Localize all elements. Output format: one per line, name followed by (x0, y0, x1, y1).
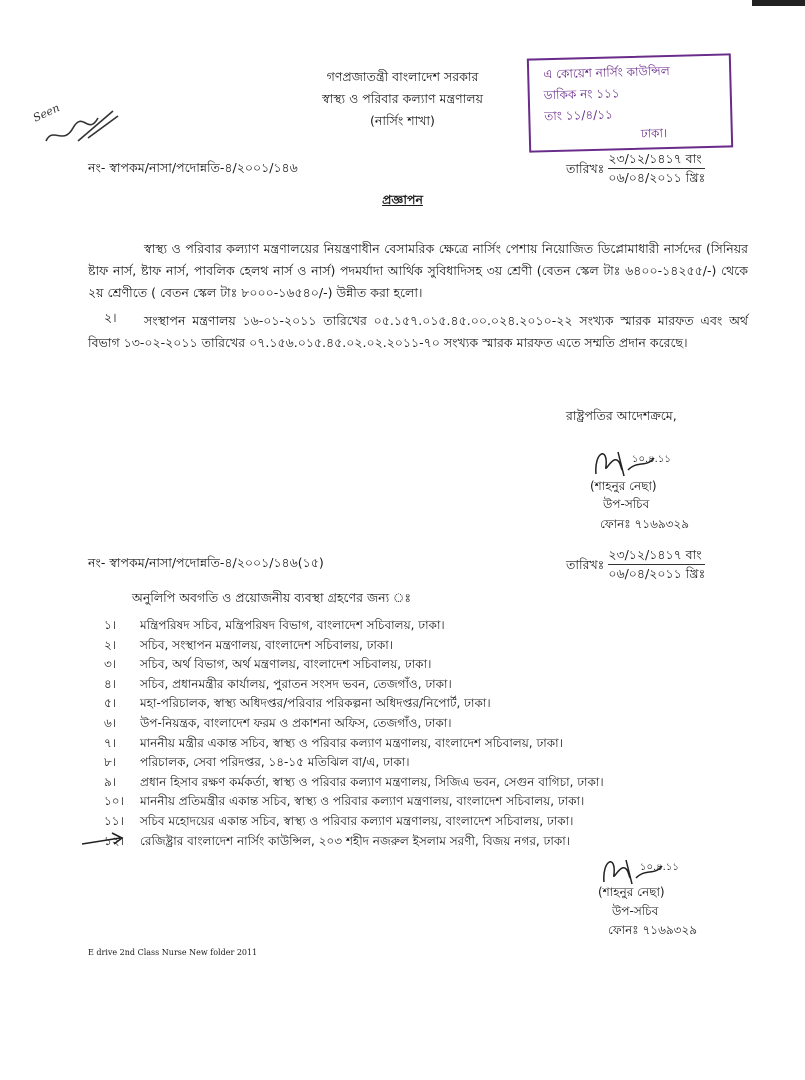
svg-text:১০.৪.১১: ১০.৪.১১ (640, 862, 679, 873)
stamp-diary-no: ডাকিক নং ১১১ (543, 86, 620, 103)
distribution-item-text: উপ-নিয়ন্ত্রক, বাংলাদেশ ফরম ও প্রকাশনা অফিস, তেজগাঁও, ঢাকা। (140, 716, 452, 730)
distribution-item-text: পরিচালক, সেবা পরিদপ্তর, ১৪-১৫ মতিঝিল বা/এ, ঢাকা। (140, 755, 410, 770)
distribution-item-text: প্রধান হিসাব রক্ষণ কর্মকর্তা, স্বাস্থ্য ও পরিবার কল্যাণ মন্ত্রণালয়, সিজিএ ভবন, সেগুন বাগিচা, ঢাকা। (140, 774, 604, 789)
stamp-date: তাং ১১/৪/১১ (544, 107, 613, 124)
body-paragraph-2: সংস্থাপন মন্ত্রণালয় ১৬-০১-২০১১ তারিখের ০৫.১৫৭.০১৫.৪৫.০০.০২৪.২০১০-২২ সংখ্যক স্মারক মারফত এবং অর্থ বিভাগ ১৩-০২-২০১১ তারিখের ০৭.১৫৬.০১৫.৪৫.০২.০২.২০১১-৭০ সংখ্যক স্মারক মারফত এতে সম্মতি প্রদান করেছে। (88, 313, 748, 350)
distribution-item-text: সচিব মহোদয়ের একান্ত সচিব, স্বাস্থ্য ও পরিবার কল্যাণ মন্ত্রণালয়, বাংলাদেশ সচিবালয়, ঢাকা। (140, 814, 574, 828)
stamp-city: ঢাকা। (640, 126, 668, 141)
date-gregorian: ০৬/০৪/২০১১ খ্রিঃ (608, 566, 706, 581)
distribution-item-number: ৭। (104, 735, 117, 750)
distribution-item (104, 774, 604, 794)
memo-ref-number: নং- স্বাপকম/নাসা/পদোন্নতি-৪/২০০১/১৪৬ (88, 160, 298, 175)
signature-icon (588, 440, 688, 482)
distribution-item-text: রেজিষ্ট্রার বাংলাদেশ নার্সিং কাউন্সিল, ২০৩ শহীদ নজরুল ইসলাম সরণী, বিজয় নগর, ঢাকা। (140, 833, 570, 848)
distribution-item (104, 637, 393, 657)
distribution-item (104, 813, 573, 833)
distribution-item (104, 656, 431, 676)
signatory-title: উপ-সচিব (603, 497, 650, 511)
govt-name: গণপ্রজাতন্ত্রী বাংলাদেশ সরকার (326, 69, 479, 84)
distribution-item-text: সচিব, সংস্থাপন মন্ত্রণালয়, বাংলাদেশ সচিবালয়, ঢাকা। (140, 637, 394, 652)
date-bangla: ২৩/১২/১৪১৭ বাং (608, 150, 705, 169)
handwritten-scribble-icon (28, 96, 128, 156)
distribution-item (104, 735, 563, 755)
memo-copy-ref-number: নং- স্বাপকম/নাসা/পদোন্নতি-৪/২০০১/১৪৬(১৫) (88, 555, 324, 570)
copy-intro: অনুলিপি অবগতি ও প্রয়োজনীয় ব্যবস্থা গ্রহণের জন্য ঃ (132, 590, 412, 605)
distribution-item-number: ৬। (104, 716, 117, 730)
ministry-name: স্বাস্থ্য ও পরিবার কল্যাণ মন্ত্রণালয় (322, 91, 483, 106)
distribution-item-number: ৯। (104, 774, 117, 789)
distribution-item-number: ৮। (104, 755, 117, 770)
paragraph-2-number: ২। (104, 310, 117, 325)
distribution-item (104, 833, 570, 853)
distribution-item-text: মন্ত্রিপরিষদ সচিব, মন্ত্রিপরিষদ বিভাগ, বাংলাদেশ সচিবালয়, ঢাকা। (140, 618, 445, 632)
branch-name: (নার্সিং শাখা) (370, 113, 435, 128)
distribution-item-number: ২। (104, 637, 117, 652)
received-stamp (527, 53, 733, 152)
date-label: তারিখঃ (566, 556, 605, 572)
distribution-item-text: মাননীয় মন্ত্রীর একান্ত সচিব, স্বাস্থ্য ও পরিবার কল্যাণ মন্ত্রণালয়, বাংলাদেশ সচিবালয়, ঢাকা। (140, 735, 563, 750)
distribution-item-number: ৪। (104, 676, 117, 691)
distribution-item-text: মাননীয় প্রতিমন্ত্রীর একান্ত সচিব, স্বাস্থ্য ও পরিবার কল্যাণ মন্ত্রণালয়, বাংলাদেশ সচিবালয়, ঢাকা। (140, 794, 585, 809)
body-paragraph-1: স্বাস্থ্য ও পরিবার কল্যাণ মন্ত্রণালয়ের নিয়ন্ত্রণাধীন বেসামরিক ক্ষেত্রে নার্সিং পেশায় নিয়োজিত ডিপ্লোমাধারী নার্সদের (সিনিয়র ষ্টাফ নার্স, ষ্টাফ নার্স, পাবলিক হেলথ নার্স ও নার্স) পদমর্যাদা আর্থিক সুবিধাদিসহ ৩য় শ্রেণী (বেতন স্কেল টাঃ ৬৪০০-১৪২৫৫/-) থেকে ২য় শ্রেণীতে ( বেতন স্কেল টাঃ ৮০০০-১৬৫৪০/-) উন্নীত করা হলো। (88, 241, 748, 300)
svg-text:১০.৪.১১: ১০.৪.১১ (632, 454, 671, 465)
signatory-phone: ফোনঃ ৭১৬৯৩২৯ (600, 517, 690, 531)
distribution-item (104, 754, 410, 774)
distribution-item-number: ১২। (104, 833, 124, 848)
memo-date-block (566, 150, 705, 187)
distribution-item (104, 695, 491, 715)
distribution-item-text: সচিব, প্রধানমন্ত্রীর কার্যালয়, পুরাতন সংসদ ভবন, তেজগাঁও, ঢাকা। (140, 676, 452, 691)
distribution-item (104, 715, 452, 735)
stamp-org: এ কোয়েশ নার্সিং কাউন্সিল (543, 63, 670, 82)
signatory-phone: ফোনঃ ৭১৬৯৩২৯ (608, 923, 698, 937)
distribution-item-number: ১। (104, 618, 117, 632)
scan-edge-mark (752, 0, 805, 6)
date-gregorian: ০৬/০৪/২০১১ খ্রিঃ (608, 170, 706, 185)
date-bangla: ২৩/১২/১৪১৭ বাং (608, 546, 705, 565)
distribution-item-number: ১০। (104, 794, 124, 809)
file-path-footer: E drive 2nd Class Nurse New folder 2011 (88, 948, 258, 957)
signatory-title: উপ-সচিব (612, 904, 659, 918)
date-label: তারিখঃ (566, 160, 605, 176)
distribution-item-number: ৫। (104, 696, 117, 711)
president-order-line: রাষ্ট্রপতির আদেশক্রমে, (566, 408, 677, 423)
signatory-name: (শাহনুর নেছা) (590, 479, 657, 493)
distribution-item-text: মহা-পরিচালক, স্বাস্থ্য অধিদপ্তর/পরিবার পরিকল্পনা অধিদপ্তর/নিপোর্ট, ঢাকা। (140, 696, 491, 711)
distribution-item-number: ৩। (104, 657, 117, 672)
svg-text:Seen: Seen (31, 101, 62, 125)
memo-copy-date-block (566, 546, 705, 583)
document-title: প্রজ্ঞাপন (382, 192, 423, 207)
distribution-item-number: ১১। (104, 814, 124, 828)
handwritten-arrow-icon (80, 830, 140, 850)
distribution-item (104, 617, 445, 637)
distribution-item (104, 793, 584, 813)
signatory-name: (শাহনুর নেছা) (598, 885, 665, 899)
distribution-item (104, 676, 452, 696)
handwritten-seen-note (28, 96, 128, 160)
distribution-item-text: সচিব, অর্থ বিভাগ, অর্থ মন্ত্রণালয়, বাংলাদেশ সচিবালয়, ঢাকা। (140, 657, 432, 672)
